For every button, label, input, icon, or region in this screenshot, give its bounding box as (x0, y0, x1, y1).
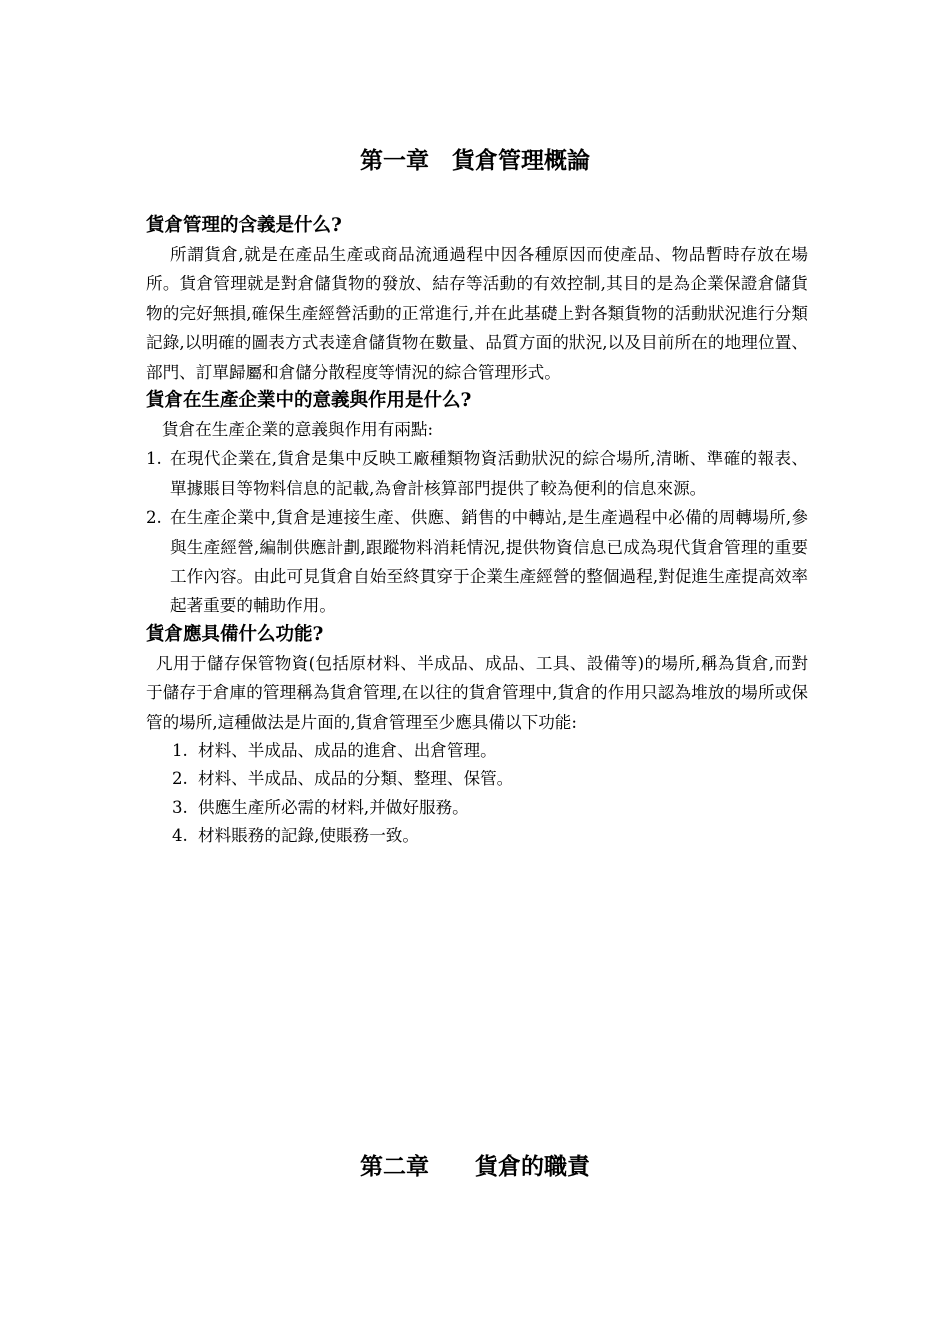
list-item-text: 材料賬務的記錄,使賬務一致。 (198, 825, 419, 845)
list-item-text: 材料、半成品、成品的進倉、出倉管理。 (198, 741, 497, 761)
list-item-number: 3. (172, 797, 188, 817)
document-body (146, 212, 808, 850)
list-item (172, 794, 808, 822)
section-2-list (146, 444, 808, 620)
section-3-paragraph: 凡用于儲存保管物資(包括原材料、半成品、成品、工具、設備等)的場所,稱為貨倉,而對于儲存于倉庫的管理稱為貨倉管理,在以往的貨倉管理中,貨倉的作用只認為堆放的場所或保管的場所,這種做法是片面的,貨倉管理至少應具備以下功能: (146, 653, 808, 732)
list-item (146, 444, 808, 503)
list-item-number: 4. (172, 825, 188, 845)
list-item-number: 2. (146, 508, 162, 528)
list-item-text: 材料、半成品、成品的分類、整理、保管。 (198, 769, 514, 789)
section-2-intro: 貨倉在生產企業的意義與作用有兩點: (162, 420, 434, 440)
list-item (172, 765, 808, 793)
list-item-text: 供應生產所必需的材料,并做好服務。 (198, 797, 469, 817)
section-1-heading: 貨倉管理的含義是什么? (146, 215, 342, 236)
list-item-number: 1. (172, 741, 188, 761)
chapter-2-title: 第二章 貨倉的職責 (360, 1153, 590, 1180)
chapter-1-title: 第一章 貨倉管理概論 (360, 147, 590, 174)
list-item-number: 1. (146, 449, 162, 469)
section-3-heading: 貨倉應具備什么功能? (146, 623, 324, 645)
list-item (146, 503, 808, 621)
list-item-text: 在生產企業中,貨倉是連接生產、供應、銷售的中轉站,是生產過程中必備的周轉場所,參與生產經營,編制供應計劃,跟蹤物料消耗情況,提供物資信息已成為現代貨倉管理的重要工作內容。由此可見貨倉自始至終貫穿于企業生產經營的整個過程,對促進生產提高效率起著重要的輔助作用。 (170, 508, 808, 616)
list-item-number: 2. (172, 769, 188, 789)
list-item (172, 737, 808, 765)
section-1-paragraph: 所謂貨倉,就是在產品生產或商品流通過程中因各種原因而使產品、物品暫時存放在場所。貨倉管理就是對倉儲貨物的發放、結存等活動的有效控制,其目的是為企業保證倉儲貨物的完好無損,確保生產經營活動的正常進行,并在此基礎上對各類貨物的活動狀況進行分類記錄,以明確的圖表方式表達倉儲貨物在數量、品質方面的狀況,以及目前所在的地理位置、部門、訂單歸屬和倉儲分散程度等情況的綜合管理形式。 (146, 245, 808, 382)
list-item (172, 822, 808, 850)
section-2-heading: 貨倉在生產企業中的意義與作用是什么? (146, 390, 472, 412)
list-item-text: 在現代企業在,貨倉是集中反映工廠種類物資活動狀況的綜合場所,清晰、準確的報表、單據賬目等物料信息的記載,為會計核算部門提供了較為便利的信息來源。 (170, 449, 808, 498)
section-3-list (146, 737, 808, 850)
